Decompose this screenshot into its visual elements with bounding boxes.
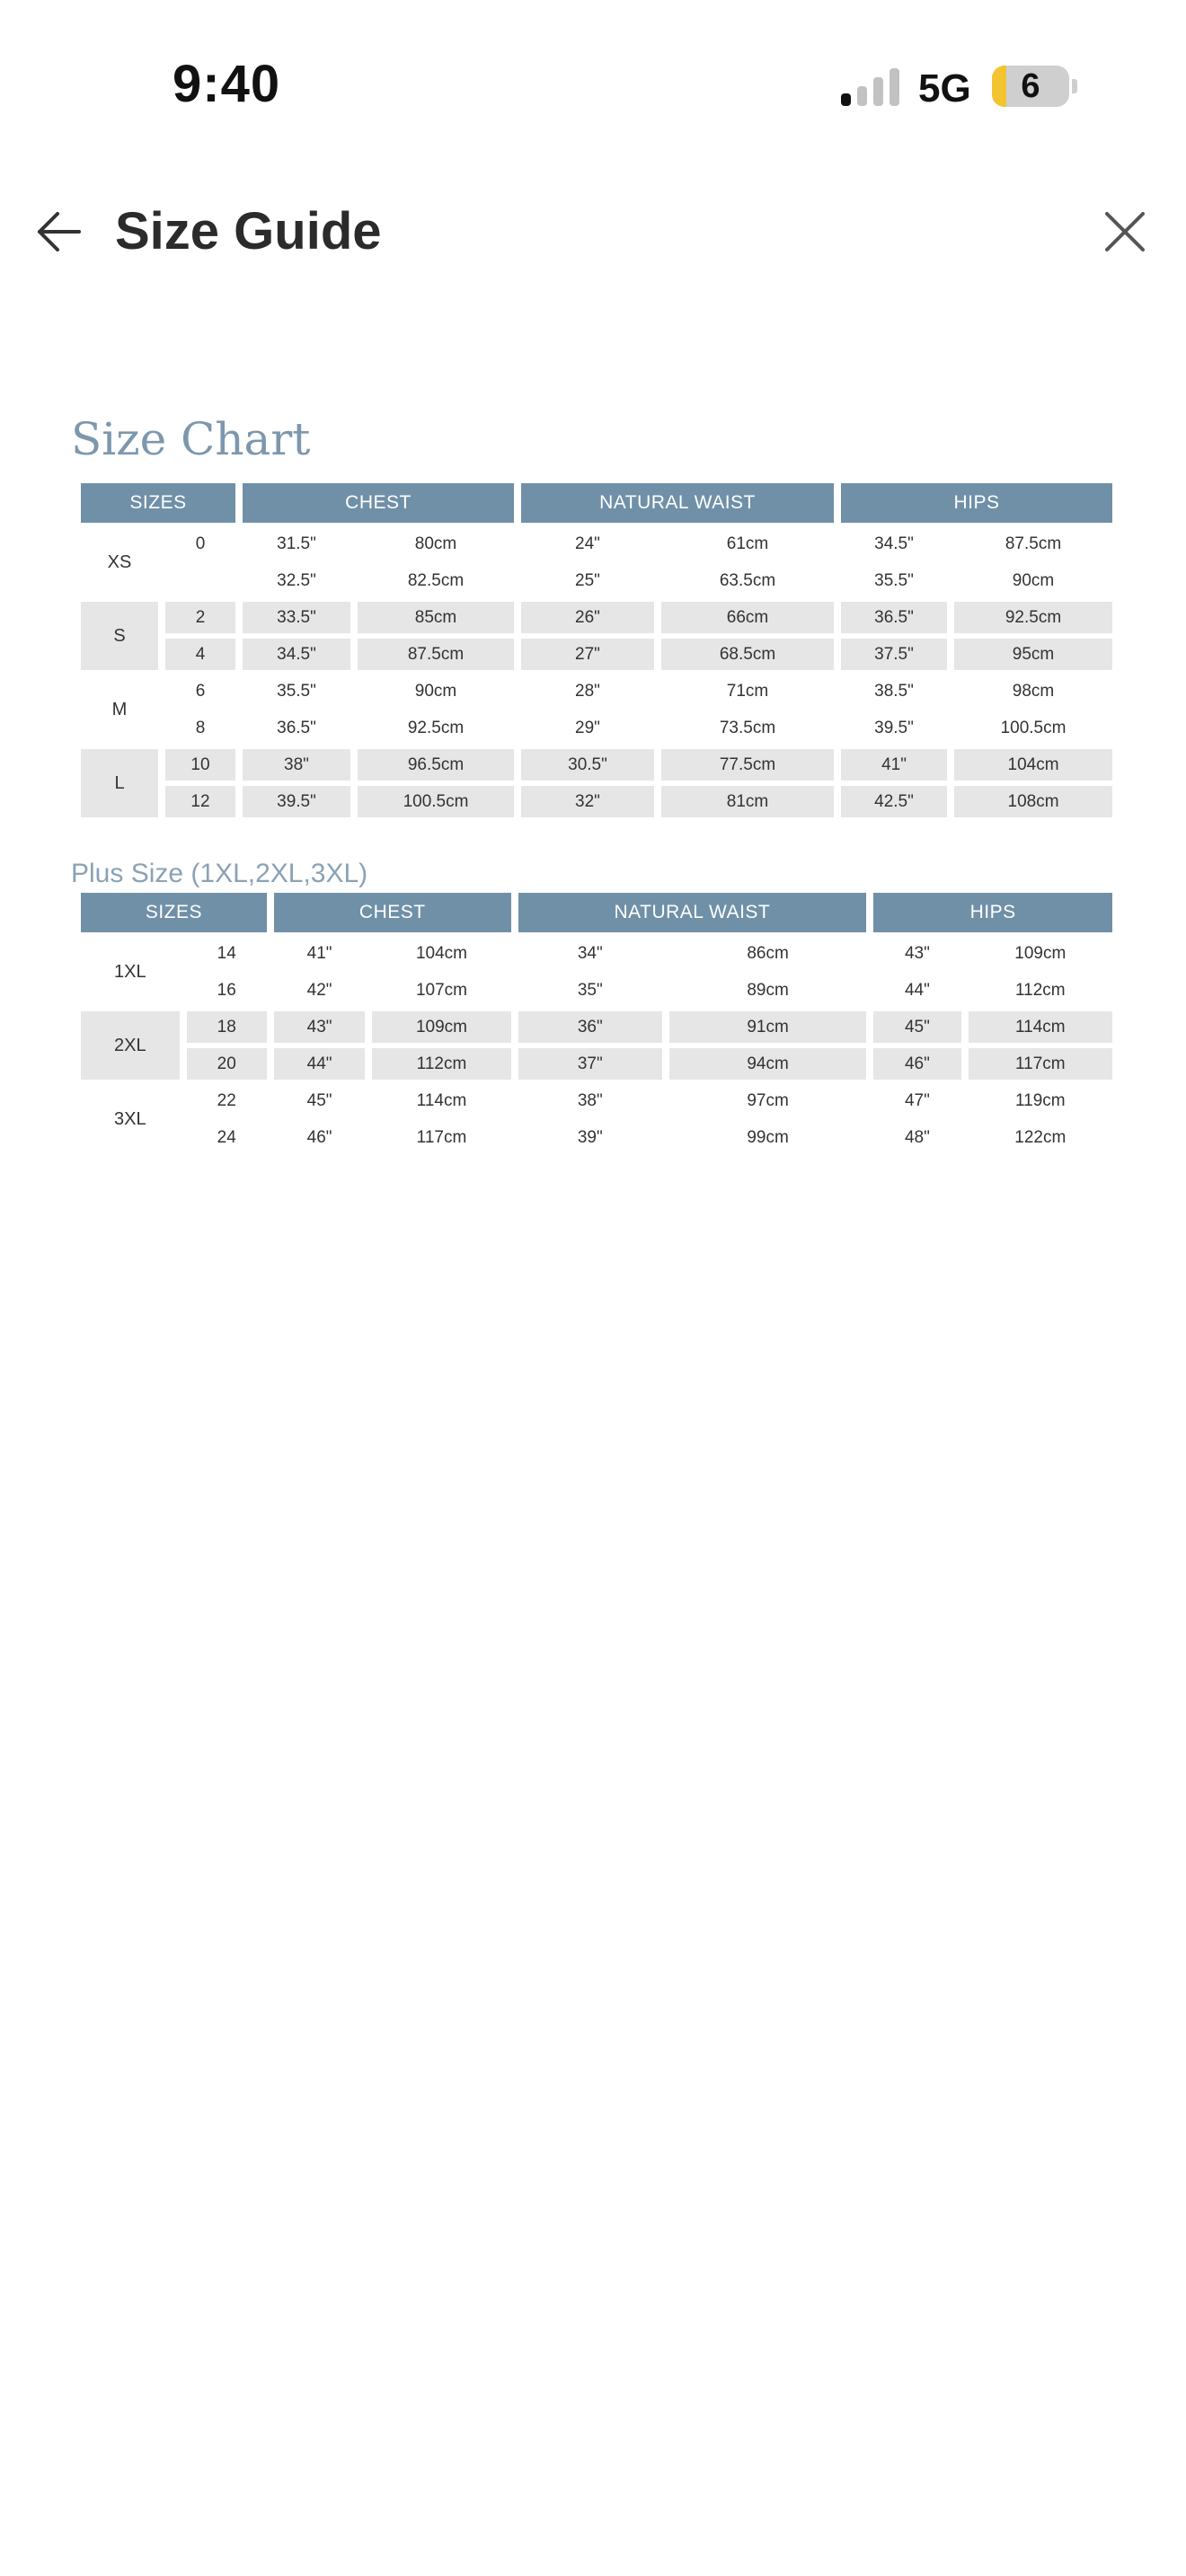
hips-cm-cell: 114cm: [969, 1011, 1112, 1043]
hips-inches-cell: 36.5": [841, 602, 947, 633]
hips-cm-cell: 104cm: [954, 749, 1112, 781]
waist-cm-cell: 97cm: [747, 1090, 789, 1110]
table-row: [81, 1011, 1112, 1043]
chest-inches-cell: 36.5": [277, 718, 316, 737]
table-row: [81, 938, 1112, 969]
hips-inches-cell: 48": [904, 1127, 930, 1147]
size-number-cell: 22: [217, 1090, 236, 1110]
header-hips: HIPS: [873, 893, 1112, 932]
hips-cm-cell: 95cm: [954, 639, 1112, 670]
hips-cm-cell: 109cm: [1014, 943, 1067, 963]
chest-inches-cell: 41": [306, 943, 332, 963]
size-label-cell: 1XL: [114, 961, 146, 982]
header-chest: CHEST: [274, 893, 511, 932]
waist-cm-cell: 66cm: [661, 602, 834, 633]
table-row: [81, 975, 1112, 1006]
hips-cm-cell: 119cm: [1014, 1090, 1066, 1110]
hips-inches-cell: 35.5": [874, 570, 914, 590]
size-number-cell: 0: [195, 534, 206, 553]
size-label-cell: 2XL: [81, 1011, 180, 1080]
hips-inches-cell: 41": [841, 749, 947, 781]
table-row: [81, 528, 1112, 560]
waist-cm-cell: 91cm: [669, 1011, 866, 1043]
waist-cm-cell: 94cm: [669, 1048, 866, 1080]
page-title: Size Guide: [115, 202, 382, 260]
chest-inches-cell: 32.5": [277, 570, 316, 590]
hips-cm-cell: 100.5cm: [1000, 718, 1067, 737]
chest-cm-cell: 104cm: [415, 943, 467, 963]
status-bar: [0, 0, 1186, 171]
table-row: [81, 1122, 1112, 1153]
hips-cm-cell: 108cm: [954, 786, 1112, 817]
hips-cm-cell: 122cm: [1014, 1127, 1067, 1147]
table-row: [81, 1085, 1112, 1116]
table-row: [81, 602, 1112, 633]
arrow-left-icon[interactable]: [32, 205, 86, 259]
table-header-row: [81, 483, 1112, 523]
battery-cap: [1072, 79, 1077, 93]
chest-cm-cell: 92.5cm: [407, 718, 465, 737]
table-header-row: [81, 893, 1112, 932]
table-row: [81, 712, 1112, 744]
waist-inches-cell: 27": [521, 639, 654, 670]
header-chest: CHEST: [243, 483, 514, 523]
chest-inches-cell: 34.5": [243, 639, 350, 670]
table-row: [81, 786, 1112, 817]
chest-inches-cell: 33.5": [243, 602, 350, 633]
battery-icon: [992, 66, 1069, 107]
size-number-cell: 4: [165, 639, 235, 670]
page-header: [0, 180, 1186, 287]
hips-cm-cell: 112cm: [1014, 980, 1066, 1000]
hips-inches-cell: 37.5": [841, 639, 947, 670]
header-sizes: SIZES: [81, 483, 235, 523]
header-natural-waist: NATURAL WAIST: [518, 893, 867, 932]
signal-strength-icon: [841, 66, 900, 106]
waist-cm-cell: 89cm: [747, 980, 789, 1000]
hips-inches-cell: 46": [873, 1048, 960, 1080]
chest-inches-cell: 44": [274, 1048, 365, 1080]
table-row: [81, 675, 1112, 707]
waist-inches-cell: 28": [575, 681, 600, 701]
waist-inches-cell: 36": [518, 1011, 662, 1043]
size-label-cell: L: [81, 749, 158, 817]
hips-inches-cell: 47": [904, 1090, 930, 1110]
waist-inches-cell: 39": [577, 1127, 603, 1147]
waist-inches-cell: 26": [521, 602, 654, 633]
chest-cm-cell: 80cm: [414, 534, 457, 553]
table-row: [81, 1048, 1112, 1080]
plus-size-table: [74, 887, 1120, 1159]
status-time: 9:40: [173, 55, 281, 113]
size-label-cell: S: [81, 602, 158, 670]
size-number-cell: 6: [195, 681, 206, 701]
size-number-cell: 2: [165, 602, 235, 633]
chest-cm-cell: 82.5cm: [407, 570, 465, 590]
hips-cm-cell: 90cm: [1012, 570, 1055, 590]
network-type: 5G: [918, 66, 971, 110]
chest-cm-cell: 107cm: [415, 980, 467, 1000]
hips-inches-cell: 42.5": [841, 786, 947, 817]
chest-inches-cell: 39.5": [243, 786, 350, 817]
size-number-cell: 24: [217, 1127, 236, 1147]
size-number-cell: 8: [195, 718, 206, 737]
size-number-cell: 20: [187, 1048, 267, 1080]
waist-cm-cell: 63.5cm: [719, 570, 776, 590]
waist-cm-cell: 68.5cm: [661, 639, 834, 670]
size-chart-table: [74, 478, 1120, 823]
size-number-cell: 14: [217, 943, 236, 963]
chest-cm-cell: 96.5cm: [358, 749, 514, 781]
chest-cm-cell: 112cm: [372, 1048, 510, 1080]
chest-cm-cell: 87.5cm: [358, 639, 514, 670]
chest-inches-cell: 35.5": [277, 681, 316, 701]
size-number-cell: 16: [217, 980, 236, 1000]
chest-inches-cell: 42": [306, 980, 332, 1000]
chest-inches-cell: 46": [306, 1127, 332, 1147]
waist-inches-cell: 37": [518, 1048, 662, 1080]
size-label-cell: 3XL: [114, 1108, 146, 1129]
chest-cm-cell: 85cm: [358, 602, 514, 633]
size-number-cell: [165, 565, 235, 596]
size-label-cell: M: [111, 699, 128, 719]
battery-level: 6: [1021, 67, 1040, 105]
waist-inches-cell: 25": [575, 570, 600, 590]
waist-inches-cell: 32": [521, 786, 654, 817]
chest-cm-cell: 114cm: [416, 1090, 467, 1110]
waist-cm-cell: 71cm: [726, 681, 769, 701]
size-number-cell: 12: [165, 786, 235, 817]
table-row: [81, 639, 1112, 670]
header-sizes: SIZES: [81, 893, 267, 932]
close-icon[interactable]: [1100, 207, 1150, 257]
chest-inches-cell: 38": [243, 749, 350, 781]
hips-inches-cell: 45": [873, 1011, 960, 1043]
hips-inches-cell: 43": [904, 943, 930, 963]
size-label-cell: XS: [107, 551, 132, 572]
chest-cm-cell: 100.5cm: [358, 786, 514, 817]
hips-cm-cell: 117cm: [969, 1048, 1112, 1080]
hips-cm-cell: 92.5cm: [954, 602, 1112, 633]
chest-inches-cell: 31.5": [277, 534, 316, 553]
chest-inches-cell: 45": [306, 1090, 332, 1110]
size-number-cell: 10: [165, 749, 235, 781]
waist-inches-cell: 30.5": [521, 749, 654, 781]
hips-inches-cell: 39.5": [874, 718, 914, 737]
size-number-cell: 18: [187, 1011, 267, 1043]
hips-inches-cell: 44": [904, 980, 930, 1000]
waist-cm-cell: 81cm: [661, 786, 834, 817]
waist-inches-cell: 35": [577, 980, 603, 1000]
header-hips: HIPS: [841, 483, 1112, 523]
chest-cm-cell: 117cm: [416, 1127, 467, 1147]
waist-inches-cell: 34": [577, 943, 603, 963]
hips-cm-cell: 87.5cm: [1005, 534, 1062, 553]
waist-cm-cell: 61cm: [726, 534, 769, 553]
chest-inches-cell: 43": [274, 1011, 365, 1043]
size-chart-title: Size Chart: [71, 413, 311, 465]
hips-inches-cell: 34.5": [874, 534, 914, 553]
hips-cm-cell: 98cm: [1012, 681, 1055, 701]
waist-cm-cell: 77.5cm: [661, 749, 834, 781]
waist-cm-cell: 99cm: [747, 1127, 789, 1147]
chest-cm-cell: 90cm: [414, 681, 457, 701]
waist-inches-cell: 38": [577, 1090, 603, 1110]
waist-inches-cell: 29": [575, 718, 600, 737]
table-row: [81, 565, 1112, 596]
header-natural-waist: NATURAL WAIST: [521, 483, 834, 523]
table-row: [81, 749, 1112, 781]
hips-inches-cell: 38.5": [874, 681, 914, 701]
waist-cm-cell: 73.5cm: [719, 718, 776, 737]
waist-cm-cell: 86cm: [747, 943, 789, 963]
waist-inches-cell: 24": [575, 534, 600, 553]
plus-size-title: Plus Size (1XL,2XL,3XL): [71, 859, 368, 888]
chest-cm-cell: 109cm: [372, 1011, 510, 1043]
